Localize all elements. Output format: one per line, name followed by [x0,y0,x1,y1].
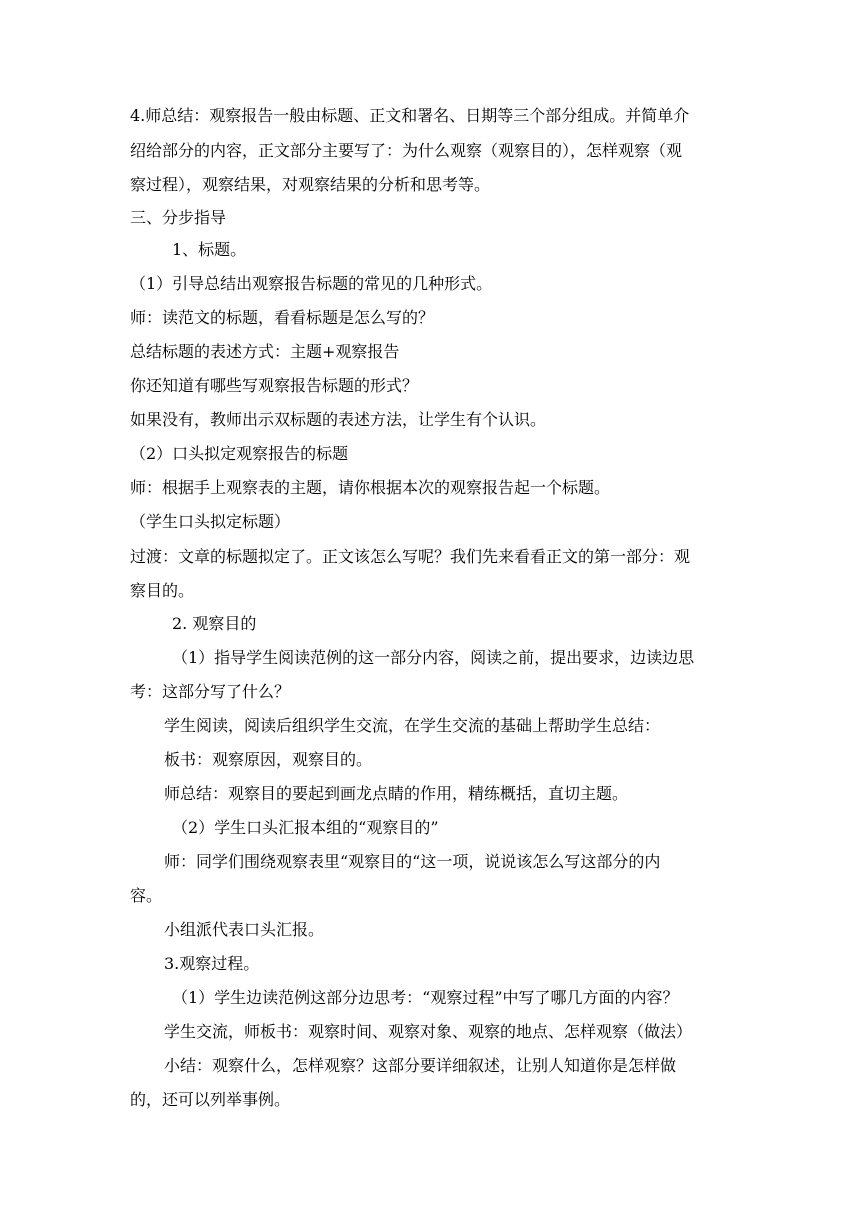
text-line: （1）学生边读范例这部分边思考：“观察过程”中写了哪几方面的内容？ [172,988,679,1007]
text-line: （学生口头拟定标题） [130,512,291,531]
subsection-heading: 3.观察过程。 [164,954,260,973]
subsection-heading: 2. 观察目的 [172,614,257,633]
text-line: 容。 [130,886,163,905]
text-line: 师：同学们围绕观察表里“观察目的“这一项，说说该怎么写这部分的内 [164,852,661,871]
text-line: （1）指导学生阅读范例的这一部分内容，阅读之前，提出要求，边读边思 [172,648,695,667]
text-line: 4.师总结：观察报告一般由标题、正文和署名、日期等三个部分组成。并简单介 [130,106,690,125]
text-line: 考：这部分写了什么？ [130,682,291,701]
text-line: 过渡：文章的标题拟定了。正文该怎么写呢？我们先来看看正文的第一部分：观 [130,547,691,566]
text-line: 学生交流，师板书：观察时间、观察对象、观察的地点、怎样观察（做法） [164,1022,693,1041]
text-line: 小组派代表口头汇报。 [164,920,325,939]
text-line: 绍给部分的内容，正文部分主要写了：为什么观察（观察目的），怎样观察（观 [130,141,683,160]
text-line: 师总结：观察目的要起到画龙点睛的作用，精练概括，直切主题。 [164,784,629,803]
section-heading: 三、分步指导 [130,208,227,227]
text-line: 你还知道有哪些写观察报告标题的形式？ [130,376,419,395]
subsection-heading: 1、标题。 [172,240,247,259]
text-line: 察过程），观察结果，对观察结果的分析和思考等。 [130,175,491,194]
text-line: 小结：观察什么，怎样观察？这部分要详细叙述，让别人知道你是怎样做 [164,1056,677,1075]
text-line: 的，还可以列举事例。 [130,1090,291,1109]
text-line: （2）口头拟定观察报告的标题 [130,444,349,463]
text-line: （1）引导总结出观察报告标题的常见的几种形式。 [130,274,493,293]
text-line: 如果没有，教师出示双标题的表述方法，让学生有个认识。 [130,410,547,429]
text-line: 学生阅读，阅读后组织学生交流，在学生交流的基础上帮助学生总结： [164,716,661,735]
text-line: 察目的。 [130,581,195,600]
text-line: （2）学生口头汇报本组的“观察目的” [172,818,439,837]
text-line: 总结标题的表述方式：主题+观察报告 [130,342,400,361]
text-line: 师：根据手上观察表的主题，请你根据本次的观察报告起一个标题。 [130,478,611,497]
text-line: 师：读范文的标题，看看标题是怎么写的？ [130,308,435,327]
text-line: 板书：观察原因，观察目的。 [164,750,373,769]
